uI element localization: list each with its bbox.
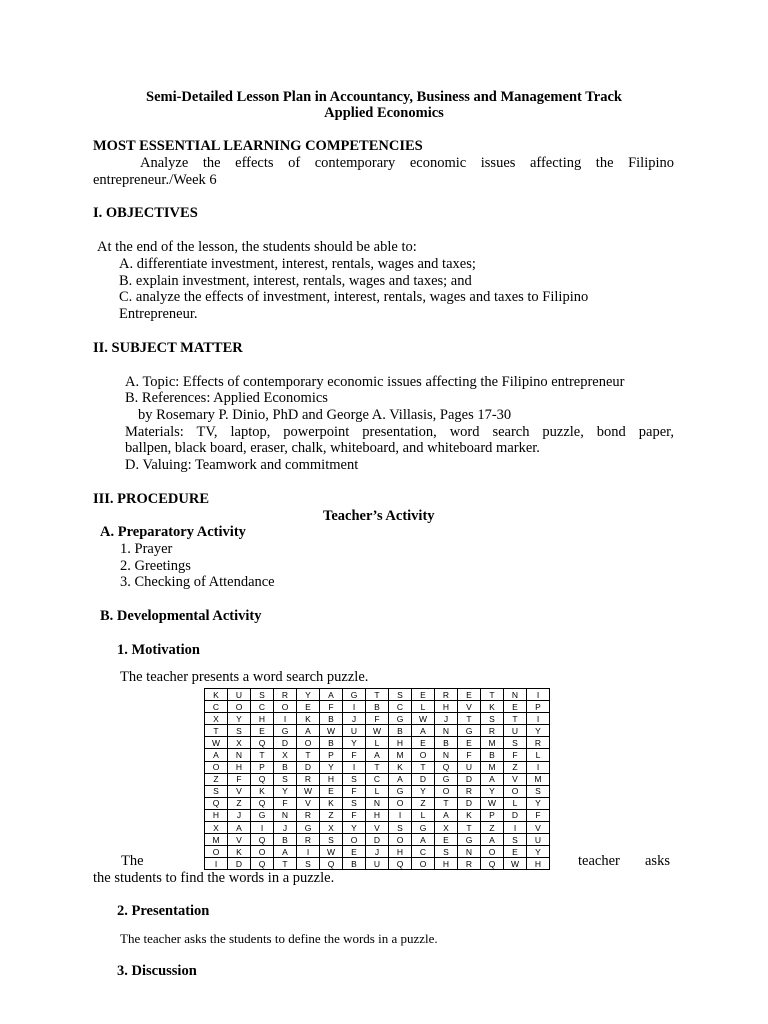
after-puzzle-text-end: asks bbox=[645, 853, 670, 869]
puzzle-cell: F bbox=[504, 749, 527, 761]
puzzle-cell: V bbox=[504, 773, 527, 785]
puzzle-cell: A bbox=[320, 689, 343, 701]
puzzle-cell: E bbox=[435, 834, 458, 846]
puzzle-cell: V bbox=[297, 797, 320, 809]
puzzle-cell: S bbox=[527, 785, 550, 797]
objectives-intro: At the end of the lesson, the students should be able to: bbox=[97, 239, 417, 255]
puzzle-row bbox=[205, 773, 550, 785]
puzzle-cell: F bbox=[366, 713, 389, 725]
puzzle-row bbox=[205, 713, 550, 725]
puzzle-cell: W bbox=[481, 797, 504, 809]
puzzle-cell: O bbox=[228, 701, 251, 713]
puzzle-cell: D bbox=[458, 797, 481, 809]
puzzle-cell: C bbox=[251, 701, 274, 713]
puzzle-cell: S bbox=[343, 773, 366, 785]
puzzle-cell: H bbox=[527, 858, 550, 870]
puzzle-cell: S bbox=[251, 689, 274, 701]
puzzle-cell: H bbox=[435, 701, 458, 713]
puzzle-cell: H bbox=[251, 713, 274, 725]
puzzle-cell: L bbox=[412, 809, 435, 821]
puzzle-row bbox=[205, 689, 550, 701]
puzzle-cell: L bbox=[366, 785, 389, 797]
puzzle-cell: R bbox=[481, 725, 504, 737]
puzzle-cell: A bbox=[366, 749, 389, 761]
subject-topic: A. Topic: Effects of contemporary economic issues affecting the Filipino entrepreneur bbox=[125, 374, 625, 390]
puzzle-cell: Q bbox=[251, 737, 274, 749]
puzzle-cell: X bbox=[435, 822, 458, 834]
puzzle-cell: V bbox=[366, 822, 389, 834]
puzzle-row bbox=[205, 809, 550, 821]
puzzle-cell: E bbox=[251, 725, 274, 737]
puzzle-cell: Z bbox=[205, 773, 228, 785]
puzzle-cell: L bbox=[366, 737, 389, 749]
puzzle-cell: T bbox=[205, 725, 228, 737]
puzzle-cell: W bbox=[320, 846, 343, 858]
puzzle-cell: G bbox=[435, 773, 458, 785]
puzzle-cell: U bbox=[504, 725, 527, 737]
puzzle-cell: T bbox=[435, 797, 458, 809]
puzzle-row bbox=[205, 834, 550, 846]
puzzle-cell: Q bbox=[251, 773, 274, 785]
puzzle-cell: P bbox=[481, 809, 504, 821]
puzzle-cell: H bbox=[205, 809, 228, 821]
puzzle-cell: A bbox=[274, 846, 297, 858]
puzzle-cell: G bbox=[458, 725, 481, 737]
objective-c-cont: Entrepreneur. bbox=[119, 306, 198, 322]
puzzle-cell: D bbox=[504, 809, 527, 821]
puzzle-cell: Q bbox=[251, 797, 274, 809]
puzzle-cell: B bbox=[274, 834, 297, 846]
subject-materials-line1: Materials: TV, laptop, powerpoint presentation, word search puzzle, bond paper, bbox=[125, 424, 674, 440]
puzzle-cell: J bbox=[343, 713, 366, 725]
puzzle-row bbox=[205, 725, 550, 737]
puzzle-cell: T bbox=[458, 822, 481, 834]
puzzle-cell: N bbox=[435, 749, 458, 761]
puzzle-cell: R bbox=[435, 689, 458, 701]
puzzle-cell: N bbox=[504, 689, 527, 701]
puzzle-cell: Q bbox=[389, 858, 412, 870]
puzzle-row bbox=[205, 858, 550, 870]
objective-a: A. differentiate investment, interest, rentals, wages and taxes; bbox=[119, 256, 476, 272]
puzzle-cell: T bbox=[366, 761, 389, 773]
puzzle-cell: T bbox=[274, 858, 297, 870]
melc-text-line2: entrepreneur./Week 6 bbox=[93, 172, 217, 188]
puzzle-cell: F bbox=[343, 785, 366, 797]
puzzle-cell: J bbox=[435, 713, 458, 725]
puzzle-cell: O bbox=[412, 858, 435, 870]
puzzle-cell: X bbox=[320, 822, 343, 834]
puzzle-cell: K bbox=[228, 846, 251, 858]
subject-authors: by Rosemary P. Dinio, PhD and George A. Villasis, Pages 17-30 bbox=[138, 407, 512, 423]
puzzle-cell: G bbox=[389, 785, 412, 797]
puzzle-cell: R bbox=[458, 858, 481, 870]
puzzle-cell: S bbox=[504, 737, 527, 749]
after-puzzle-text-mid: teacher bbox=[578, 853, 620, 869]
puzzle-cell: J bbox=[366, 846, 389, 858]
puzzle-cell: I bbox=[389, 809, 412, 821]
puzzle-cell: O bbox=[389, 834, 412, 846]
puzzle-cell: E bbox=[297, 701, 320, 713]
puzzle-cell: J bbox=[274, 822, 297, 834]
puzzle-cell: B bbox=[320, 713, 343, 725]
puzzle-cell: E bbox=[458, 689, 481, 701]
puzzle-cell: I bbox=[205, 858, 228, 870]
puzzle-cell: C bbox=[366, 773, 389, 785]
puzzle-cell: A bbox=[412, 834, 435, 846]
puzzle-cell: D bbox=[366, 834, 389, 846]
puzzle-cell: Y bbox=[343, 737, 366, 749]
puzzle-cell: B bbox=[389, 725, 412, 737]
puzzle-cell: Q bbox=[435, 761, 458, 773]
puzzle-cell: K bbox=[297, 713, 320, 725]
puzzle-cell: X bbox=[228, 737, 251, 749]
puzzle-cell: L bbox=[527, 749, 550, 761]
puzzle-cell: B bbox=[320, 737, 343, 749]
puzzle-cell: R bbox=[297, 834, 320, 846]
puzzle-cell: G bbox=[274, 725, 297, 737]
puzzle-cell: F bbox=[228, 773, 251, 785]
puzzle-cell: F bbox=[458, 749, 481, 761]
puzzle-cell: T bbox=[481, 689, 504, 701]
puzzle-cell: Y bbox=[228, 713, 251, 725]
puzzle-cell: E bbox=[458, 737, 481, 749]
puzzle-row bbox=[205, 822, 550, 834]
puzzle-cell: O bbox=[389, 797, 412, 809]
puzzle-cell: I bbox=[297, 846, 320, 858]
puzzle-cell: D bbox=[458, 773, 481, 785]
preparatory-item-attendance: 3. Checking of Attendance bbox=[120, 574, 275, 590]
puzzle-cell: I bbox=[504, 822, 527, 834]
puzzle-cell: Y bbox=[527, 725, 550, 737]
document-title: Semi-Detailed Lesson Plan in Accountancy, Business and Management Track bbox=[146, 89, 622, 105]
puzzle-cell: S bbox=[343, 797, 366, 809]
puzzle-cell: S bbox=[205, 785, 228, 797]
puzzle-cell: S bbox=[481, 713, 504, 725]
puzzle-cell: W bbox=[297, 785, 320, 797]
puzzle-cell: Z bbox=[412, 797, 435, 809]
puzzle-cell: P bbox=[251, 761, 274, 773]
puzzle-cell: S bbox=[274, 773, 297, 785]
puzzle-cell: W bbox=[205, 737, 228, 749]
puzzle-cell: M bbox=[481, 737, 504, 749]
puzzle-cell: K bbox=[320, 797, 343, 809]
procedure-heading: III. PROCEDURE bbox=[93, 491, 210, 507]
puzzle-cell: C bbox=[412, 846, 435, 858]
puzzle-cell: O bbox=[297, 737, 320, 749]
puzzle-cell: O bbox=[435, 785, 458, 797]
puzzle-cell: I bbox=[527, 689, 550, 701]
puzzle-cell: F bbox=[320, 701, 343, 713]
puzzle-row bbox=[205, 761, 550, 773]
preparatory-item-prayer: 1. Prayer bbox=[120, 541, 173, 557]
puzzle-cell: U bbox=[343, 725, 366, 737]
puzzle-cell: Q bbox=[205, 797, 228, 809]
puzzle-cell: J bbox=[228, 809, 251, 821]
puzzle-cell: G bbox=[343, 689, 366, 701]
puzzle-cell: F bbox=[274, 797, 297, 809]
puzzle-cell: N bbox=[366, 797, 389, 809]
puzzle-cell: Y bbox=[343, 822, 366, 834]
puzzle-cell: E bbox=[412, 737, 435, 749]
puzzle-cell: B bbox=[274, 761, 297, 773]
puzzle-cell: Z bbox=[320, 809, 343, 821]
subject-valuing: D. Valuing: Teamwork and commitment bbox=[125, 457, 359, 473]
puzzle-cell: S bbox=[320, 834, 343, 846]
puzzle-cell: A bbox=[481, 834, 504, 846]
puzzle-cell: F bbox=[527, 809, 550, 821]
puzzle-cell: Y bbox=[274, 785, 297, 797]
puzzle-cell: B bbox=[343, 858, 366, 870]
puzzle-cell: S bbox=[389, 689, 412, 701]
puzzle-cell: U bbox=[228, 689, 251, 701]
puzzle-cell: A bbox=[389, 773, 412, 785]
puzzle-cell: X bbox=[205, 822, 228, 834]
puzzle-cell: I bbox=[274, 713, 297, 725]
word-search-puzzle bbox=[204, 688, 550, 870]
puzzle-cell: E bbox=[412, 689, 435, 701]
puzzle-cell: N bbox=[435, 725, 458, 737]
puzzle-cell: I bbox=[251, 822, 274, 834]
puzzle-cell: N bbox=[228, 749, 251, 761]
puzzle-cell: Q bbox=[251, 834, 274, 846]
puzzle-cell: V bbox=[228, 834, 251, 846]
puzzle-cell: M bbox=[481, 761, 504, 773]
puzzle-cell: W bbox=[320, 725, 343, 737]
puzzle-cell: P bbox=[320, 749, 343, 761]
puzzle-cell: S bbox=[504, 834, 527, 846]
puzzle-cell: H bbox=[389, 737, 412, 749]
puzzle-cell: B bbox=[366, 701, 389, 713]
puzzle-cell: V bbox=[228, 785, 251, 797]
puzzle-cell: B bbox=[481, 749, 504, 761]
puzzle-cell: T bbox=[458, 713, 481, 725]
puzzle-cell: D bbox=[228, 858, 251, 870]
puzzle-cell: Z bbox=[504, 761, 527, 773]
preparatory-item-greetings: 2. Greetings bbox=[120, 558, 191, 574]
puzzle-cell: H bbox=[389, 846, 412, 858]
puzzle-cell: S bbox=[297, 858, 320, 870]
puzzle-cell: Z bbox=[481, 822, 504, 834]
puzzle-cell: W bbox=[412, 713, 435, 725]
puzzle-cell: C bbox=[389, 701, 412, 713]
puzzle-cell: L bbox=[412, 701, 435, 713]
puzzle-row bbox=[205, 749, 550, 761]
puzzle-cell: D bbox=[412, 773, 435, 785]
puzzle-cell: Z bbox=[228, 797, 251, 809]
puzzle-cell: W bbox=[366, 725, 389, 737]
puzzle-cell: I bbox=[527, 761, 550, 773]
puzzle-cell: T bbox=[251, 749, 274, 761]
puzzle-cell: E bbox=[343, 846, 366, 858]
puzzle-cell: Y bbox=[412, 785, 435, 797]
puzzle-cell: S bbox=[389, 822, 412, 834]
puzzle-cell: O bbox=[205, 846, 228, 858]
after-puzzle-text-line2: the students to find the words in a puzzle. bbox=[93, 870, 335, 886]
puzzle-cell: R bbox=[297, 773, 320, 785]
subject-references: B. References: Applied Economics bbox=[125, 390, 328, 406]
puzzle-cell: H bbox=[366, 809, 389, 821]
puzzle-cell: Y bbox=[320, 761, 343, 773]
puzzle-cell: H bbox=[228, 761, 251, 773]
puzzle-cell: R bbox=[274, 689, 297, 701]
puzzle-cell: G bbox=[297, 822, 320, 834]
puzzle-cell: T bbox=[297, 749, 320, 761]
puzzle-cell: A bbox=[228, 822, 251, 834]
puzzle-cell: A bbox=[435, 809, 458, 821]
puzzle-cell: U bbox=[458, 761, 481, 773]
puzzle-cell: D bbox=[297, 761, 320, 773]
developmental-activity-heading: B. Developmental Activity bbox=[100, 608, 262, 624]
puzzle-cell: O bbox=[343, 834, 366, 846]
puzzle-cell: L bbox=[504, 797, 527, 809]
puzzle-cell: O bbox=[504, 785, 527, 797]
puzzle-cell: K bbox=[389, 761, 412, 773]
puzzle-cell: G bbox=[458, 834, 481, 846]
after-puzzle-text-start: The bbox=[121, 853, 144, 869]
puzzle-cell: O bbox=[205, 761, 228, 773]
puzzle-cell: M bbox=[205, 834, 228, 846]
puzzle-cell: P bbox=[527, 701, 550, 713]
puzzle-cell: T bbox=[366, 689, 389, 701]
puzzle-cell: G bbox=[412, 822, 435, 834]
puzzle-row bbox=[205, 701, 550, 713]
puzzle-cell: U bbox=[366, 858, 389, 870]
puzzle-cell: F bbox=[343, 809, 366, 821]
puzzle-cell: Q bbox=[251, 858, 274, 870]
puzzle-cell: T bbox=[504, 713, 527, 725]
puzzle-cell: W bbox=[504, 858, 527, 870]
motivation-text: The teacher presents a word search puzzle. bbox=[120, 669, 369, 685]
presentation-text: The teacher asks the students to define the words in a puzzle. bbox=[120, 931, 438, 946]
puzzle-cell: K bbox=[251, 785, 274, 797]
puzzle-cell: I bbox=[343, 701, 366, 713]
puzzle-cell: V bbox=[527, 822, 550, 834]
puzzle-cell: A bbox=[412, 725, 435, 737]
document-subtitle: Applied Economics bbox=[324, 105, 444, 121]
objective-c: C. analyze the effects of investment, interest, rentals, wages and taxes to Filipino bbox=[119, 289, 589, 305]
puzzle-row bbox=[205, 785, 550, 797]
puzzle-cell: O bbox=[251, 846, 274, 858]
puzzle-cell: X bbox=[205, 713, 228, 725]
puzzle-cell: O bbox=[481, 846, 504, 858]
puzzle-cell: S bbox=[435, 846, 458, 858]
puzzle-cell: S bbox=[228, 725, 251, 737]
melc-text-line1: Analyze the effects of contemporary economic issues affecting the Filipino bbox=[140, 155, 674, 171]
puzzle-cell: R bbox=[458, 785, 481, 797]
subject-matter-heading: II. SUBJECT MATTER bbox=[93, 340, 243, 356]
puzzle-cell: M bbox=[527, 773, 550, 785]
objectives-heading: I. OBJECTIVES bbox=[93, 205, 198, 221]
puzzle-row bbox=[205, 846, 550, 858]
puzzle-cell: F bbox=[343, 749, 366, 761]
puzzle-cell: K bbox=[458, 809, 481, 821]
puzzle-cell: Y bbox=[297, 689, 320, 701]
puzzle-cell: A bbox=[481, 773, 504, 785]
puzzle-cell: R bbox=[297, 809, 320, 821]
melc-heading: MOST ESSENTIAL LEARNING COMPETENCIES bbox=[93, 138, 423, 154]
puzzle-cell: I bbox=[527, 713, 550, 725]
puzzle-cell: T bbox=[412, 761, 435, 773]
presentation-heading: 2. Presentation bbox=[117, 903, 210, 919]
puzzle-cell: Q bbox=[320, 858, 343, 870]
puzzle-cell: E bbox=[504, 846, 527, 858]
puzzle-cell: E bbox=[504, 701, 527, 713]
preparatory-activity-heading: A. Preparatory Activity bbox=[100, 524, 246, 540]
puzzle-cell: Q bbox=[481, 858, 504, 870]
puzzle-cell: X bbox=[274, 749, 297, 761]
puzzle-row bbox=[205, 737, 550, 749]
puzzle-cell: E bbox=[320, 785, 343, 797]
puzzle-cell: N bbox=[458, 846, 481, 858]
objective-b: B. explain investment, interest, rentals, wages and taxes; and bbox=[119, 273, 472, 289]
discussion-heading: 3. Discussion bbox=[117, 963, 197, 979]
puzzle-cell: M bbox=[389, 749, 412, 761]
puzzle-cell: O bbox=[274, 701, 297, 713]
puzzle-cell: H bbox=[320, 773, 343, 785]
puzzle-cell: N bbox=[274, 809, 297, 821]
puzzle-cell: G bbox=[251, 809, 274, 821]
puzzle-cell: G bbox=[389, 713, 412, 725]
teacher-activity-heading: Teacher’s Activity bbox=[323, 508, 435, 524]
subject-materials-line2: ballpen, black board, eraser, chalk, whiteboard, and whiteboard marker. bbox=[125, 440, 540, 456]
puzzle-cell: R bbox=[527, 737, 550, 749]
puzzle-cell: I bbox=[343, 761, 366, 773]
puzzle-row bbox=[205, 797, 550, 809]
puzzle-cell: O bbox=[412, 749, 435, 761]
puzzle-cell: D bbox=[274, 737, 297, 749]
puzzle-cell: U bbox=[527, 834, 550, 846]
puzzle-cell: Y bbox=[527, 797, 550, 809]
motivation-heading: 1. Motivation bbox=[117, 642, 200, 658]
puzzle-cell: K bbox=[205, 689, 228, 701]
puzzle-cell: K bbox=[481, 701, 504, 713]
puzzle-cell: B bbox=[435, 737, 458, 749]
puzzle-cell: Y bbox=[527, 846, 550, 858]
puzzle-cell: A bbox=[205, 749, 228, 761]
puzzle-cell: Y bbox=[481, 785, 504, 797]
puzzle-cell: A bbox=[297, 725, 320, 737]
puzzle-cell: H bbox=[435, 858, 458, 870]
puzzle-cell: V bbox=[458, 701, 481, 713]
puzzle-cell: C bbox=[205, 701, 228, 713]
